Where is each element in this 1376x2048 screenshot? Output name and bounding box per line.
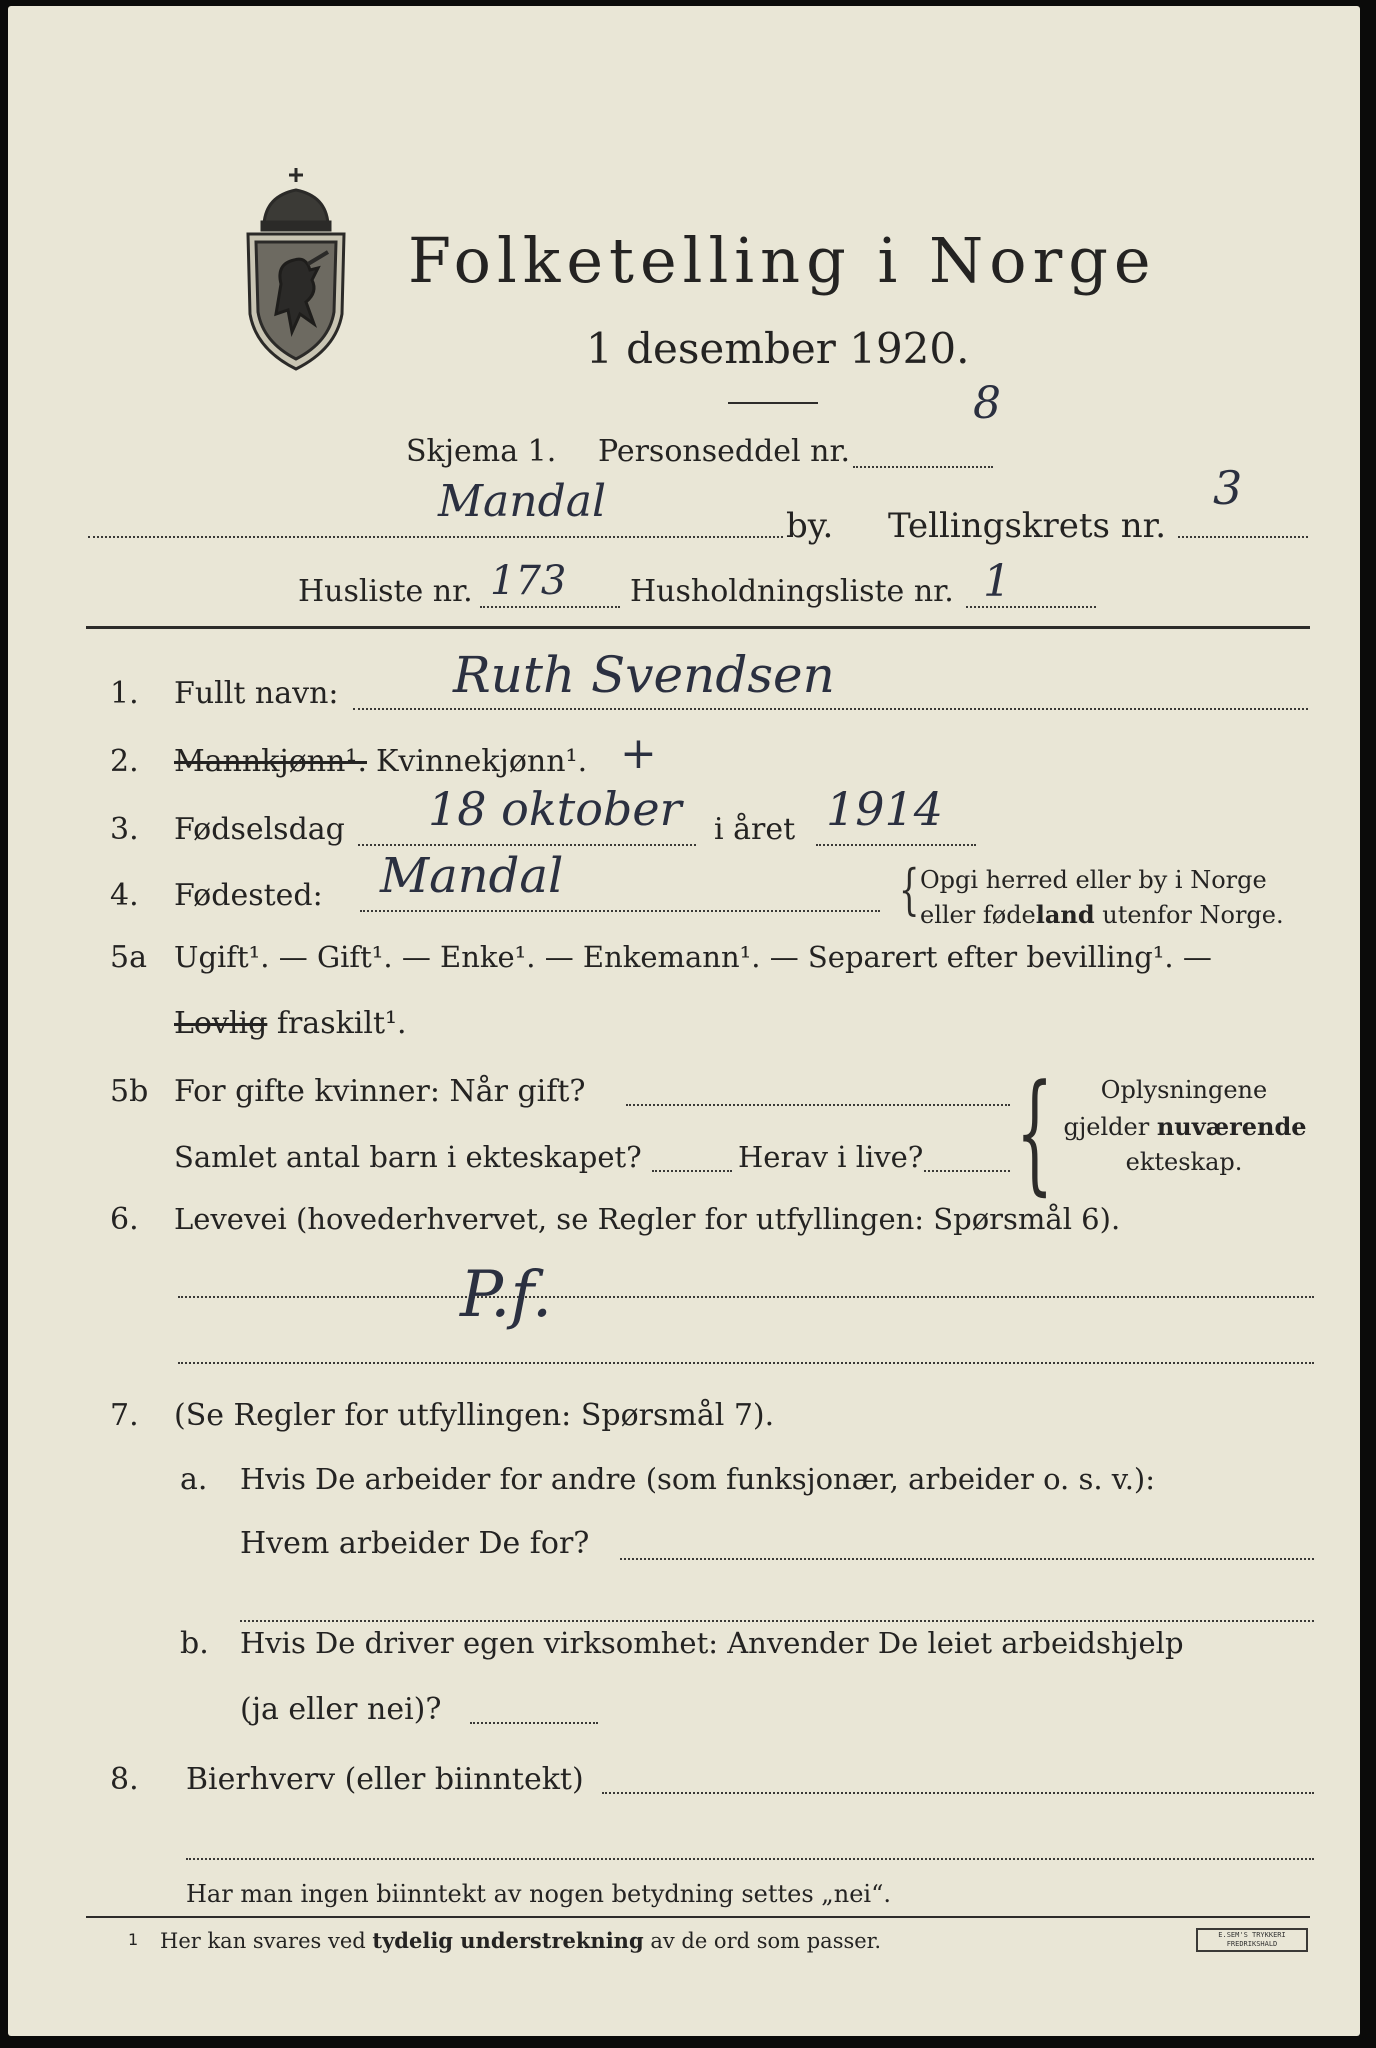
occupation-value: P.f. xyxy=(460,1258,553,1332)
q1-label: Fullt navn: xyxy=(174,676,339,711)
q5b-children-label: Samlet antal barn i ekteskapet? xyxy=(174,1140,642,1174)
footnote-text: Her kan svares ved tydelig understrekning av de ord som passer. xyxy=(160,1928,882,1953)
q4-label: Fødested: xyxy=(174,878,323,913)
q7a-line2: Hvem arbeider De for? xyxy=(240,1526,590,1561)
alive-field[interactable] xyxy=(924,1170,1010,1172)
husliste-value: 173 xyxy=(490,558,567,604)
employer-field-line2[interactable] xyxy=(240,1620,1314,1622)
q8-number: 8. xyxy=(110,1762,139,1797)
husliste-field[interactable] xyxy=(480,606,620,608)
personseddel-value: 8 xyxy=(973,378,1001,429)
q2-mark: + xyxy=(620,728,657,779)
q8-note: Har man ingen biinntekt av nogen betydning settes „nei“. xyxy=(186,1880,891,1908)
q7-label: (Se Regler for utfyllingen: Spørsmål 7). xyxy=(174,1398,775,1433)
q5b-note-line1: Oplysningene xyxy=(1100,1076,1268,1104)
by-field[interactable] xyxy=(88,536,783,538)
occupation-field-line2[interactable] xyxy=(178,1362,1314,1364)
q3-label: Fødselsdag xyxy=(174,812,345,847)
occupation-field-line1[interactable] xyxy=(178,1296,1314,1298)
by-label: by. xyxy=(786,506,834,546)
birthday-value: 18 oktober xyxy=(428,782,682,836)
birthday-field[interactable] xyxy=(358,844,696,846)
personseddel-field[interactable] xyxy=(853,466,993,468)
q7b-letter: b. xyxy=(180,1626,209,1661)
footer-divider xyxy=(86,1916,1310,1918)
q7b-line2: (ja eller nei)? xyxy=(240,1692,442,1727)
q4-note-line2: eller fødeland utenfor Norge. xyxy=(920,900,1284,929)
birthplace-value: Mandal xyxy=(380,848,564,904)
printer-stamp: E.SEM'S TRYKKERI FREDRIKSHALD xyxy=(1196,1928,1308,1952)
q5b-alive-label: Herav i live? xyxy=(738,1140,924,1174)
header-divider xyxy=(86,626,1310,629)
by-value: Mandal xyxy=(438,476,607,527)
q5b-brace: { xyxy=(1016,1056,1054,1208)
personseddel-label: Personseddel nr. xyxy=(598,434,851,469)
divider-short xyxy=(728,402,818,404)
full-name-value: Ruth Svendsen xyxy=(453,646,835,704)
q5b-number: 5b xyxy=(110,1074,149,1109)
birthplace-field[interactable] xyxy=(360,910,880,912)
q6-number: 6. xyxy=(110,1202,139,1237)
q3-year-label: i året xyxy=(714,812,796,847)
when-married-field[interactable] xyxy=(626,1104,1010,1106)
q2-male-option: Mannkjønn¹. xyxy=(174,744,367,779)
birth-year-field[interactable] xyxy=(816,844,976,846)
full-name-field[interactable] xyxy=(353,708,1308,710)
q5b-when-married-label: For gifte kvinner: Når gift? xyxy=(174,1074,586,1109)
side-income-field-line2[interactable] xyxy=(186,1858,1314,1860)
tellingskrets-field[interactable] xyxy=(1178,536,1308,538)
husholdning-label: Husholdningsliste nr. xyxy=(630,574,954,609)
tellingskrets-label: Tellingskrets nr. xyxy=(888,506,1167,546)
form-title: Folketelling i Norge xyxy=(408,224,1157,297)
q5b-note-line3: ekteskap. xyxy=(1125,1148,1243,1176)
q1-number: 1. xyxy=(110,676,139,711)
q5b-note-line2: gjelder nuværende xyxy=(1063,1112,1307,1141)
q4-brace: { xyxy=(898,858,920,921)
q7a-letter: a. xyxy=(180,1462,208,1497)
employer-field[interactable] xyxy=(620,1558,1314,1560)
q4-note-line1: Opgi herred eller by i Norge xyxy=(920,866,1267,894)
q7b-line1: Hvis De driver egen virksomhet: Anvender De leiet arbeidshjelp xyxy=(240,1626,1184,1660)
tellingskrets-value: 3 xyxy=(1213,461,1243,515)
q4-number: 4. xyxy=(110,878,139,913)
side-income-field[interactable] xyxy=(602,1792,1314,1794)
husliste-label: Husliste nr. xyxy=(298,574,473,609)
birth-year-value: 1914 xyxy=(826,782,944,836)
form-date: 1 desember 1920. xyxy=(586,324,970,373)
q5a-options: Ugift¹. — Gift¹. — Enke¹. — Enkemann¹. — Separert efter bevilling¹. — xyxy=(174,940,1212,974)
footnote-marker: 1 xyxy=(128,1930,139,1949)
census-form xyxy=(8,6,1360,2036)
hired-help-field[interactable] xyxy=(470,1722,598,1724)
q5a-number: 5a xyxy=(110,940,147,975)
children-field[interactable] xyxy=(652,1170,732,1172)
q5a-options-line2: Lovlig fraskilt¹. xyxy=(174,1006,407,1041)
norway-coat-of-arms-icon xyxy=(236,164,356,374)
q8-label: Bierhverv (eller biinntekt) xyxy=(186,1762,584,1797)
q7-number: 7. xyxy=(110,1398,139,1433)
q2-female-option: Kvinnekjønn¹. xyxy=(376,744,588,779)
q6-label: Levevei (hovederhvervet, se Regler for utfyllingen: Spørsmål 6). xyxy=(174,1202,1121,1236)
q7a-line1: Hvis De arbeider for andre (som funksjonær, arbeider o. s. v.): xyxy=(240,1462,1156,1496)
q2-number: 2. xyxy=(110,744,139,779)
skjema-label: Skjema 1. xyxy=(406,434,557,469)
husholdning-value: 1 xyxy=(983,556,1011,607)
q3-number: 3. xyxy=(110,812,139,847)
